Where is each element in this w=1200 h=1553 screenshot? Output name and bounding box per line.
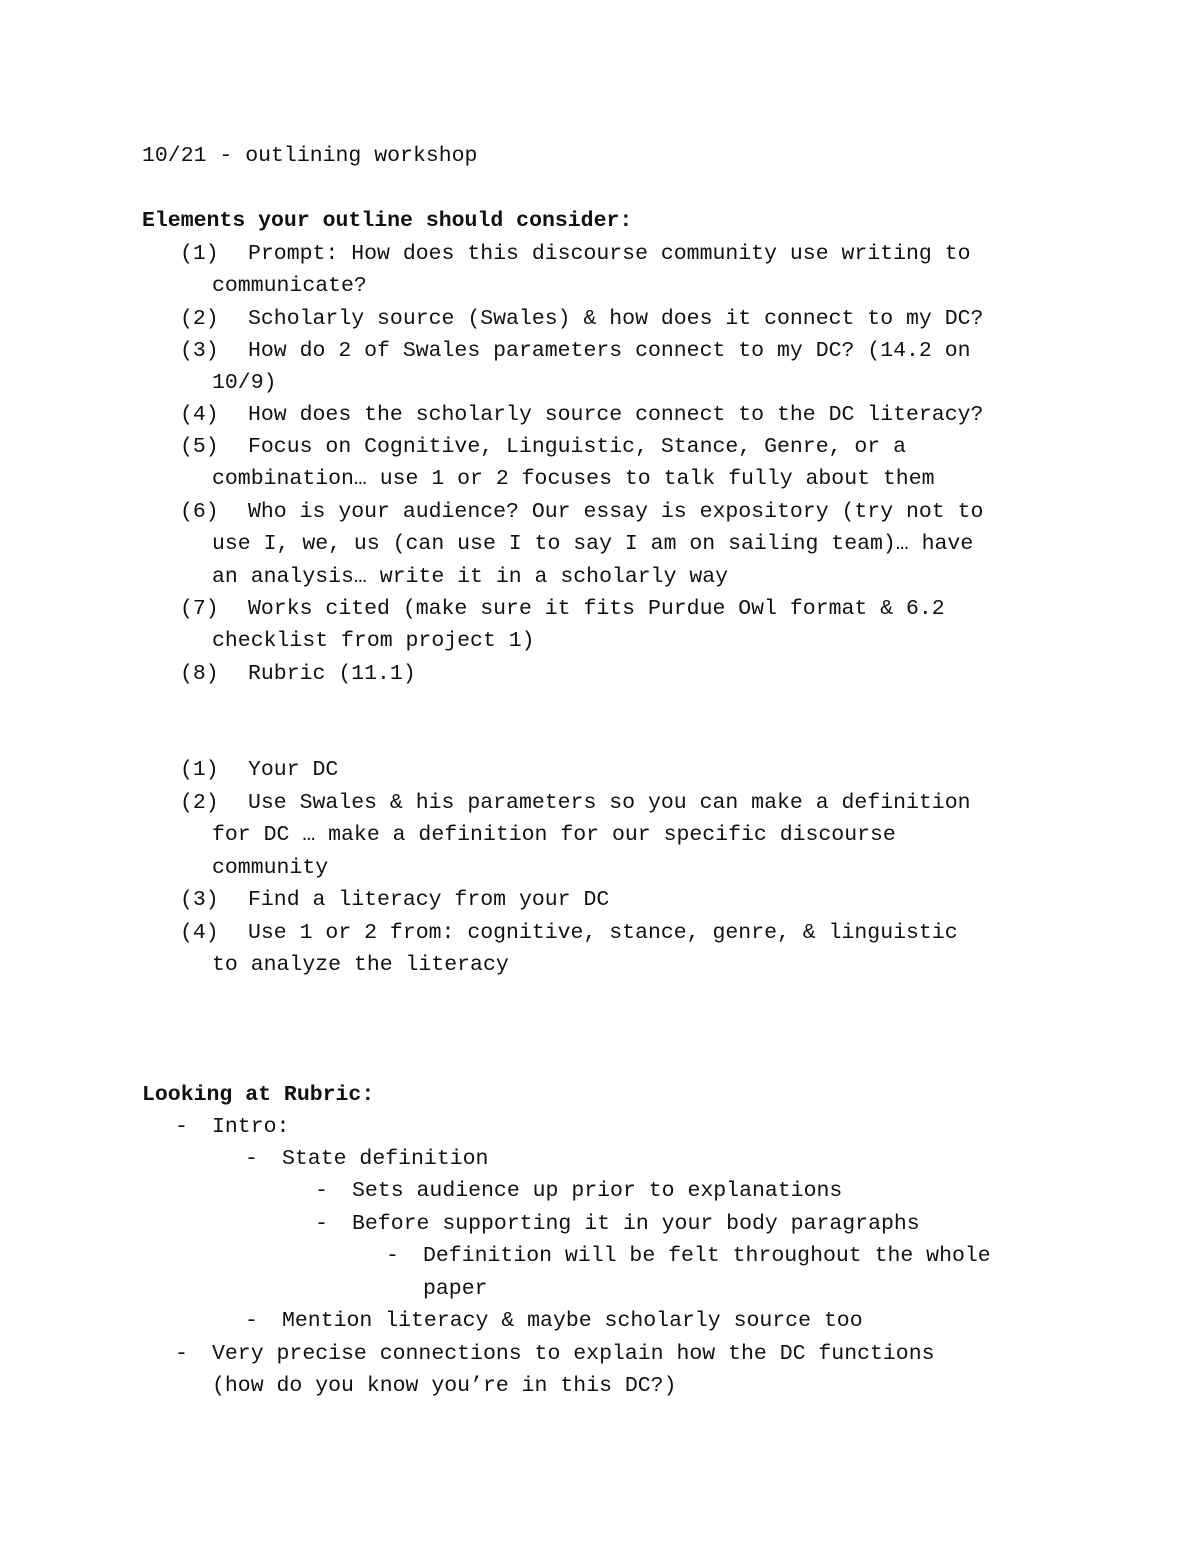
bullet-text: Before supporting it in your body paragraphs xyxy=(352,1212,920,1236)
list-text: Rubric (11.1) xyxy=(248,662,416,686)
list-text: Prompt: How does this discourse community use writing to xyxy=(248,242,971,266)
list-text: How do 2 of Swales parameters connect to my DC? (14.2 on xyxy=(248,339,971,363)
list-number: (1) xyxy=(180,242,219,266)
list-number: (7) xyxy=(180,597,219,621)
bullet-text: Sets audience up prior to explanations xyxy=(352,1179,843,1203)
bullet-marker: - xyxy=(315,1179,328,1203)
bullet-item xyxy=(315,1208,920,1240)
list-text: Your DC xyxy=(248,758,339,782)
bullet-text: Mention literacy & maybe scholarly source too xyxy=(282,1309,863,1333)
bullet-continuation: paper xyxy=(423,1277,488,1301)
bullet-text: State definition xyxy=(282,1147,489,1171)
list-text: Find a literacy from your DC xyxy=(248,888,610,912)
list-item-continuation: community xyxy=(212,856,329,880)
list-item-continuation: use I, we, us (can use I to say I am on sailing team)… have xyxy=(212,532,974,556)
list-item-continuation: an analysis… write it in a scholarly way xyxy=(212,565,729,589)
list-item xyxy=(180,787,971,819)
list-item-continuation: communicate? xyxy=(212,274,367,298)
list-item xyxy=(180,496,983,528)
bullet-marker: - xyxy=(386,1244,399,1268)
section-title-rubric: Looking at Rubric: xyxy=(142,1083,375,1107)
bullet-marker: - xyxy=(245,1309,258,1333)
list-item xyxy=(180,399,983,431)
list-item xyxy=(180,593,945,625)
bullet-item xyxy=(245,1305,863,1337)
list-number: (3) xyxy=(180,888,219,912)
list-number: (5) xyxy=(180,435,219,459)
list-item xyxy=(180,238,971,270)
bullet-marker: - xyxy=(245,1147,258,1171)
bullet-item xyxy=(175,1338,935,1370)
document-heading: 10/21 - outlining workshop xyxy=(142,144,478,168)
list-item-continuation: for DC … make a definition for our specific discourse xyxy=(212,823,896,847)
list-number: (2) xyxy=(180,307,219,331)
bullet-marker: - xyxy=(175,1342,188,1366)
list-text: How does the scholarly source connect to the DC literacy? xyxy=(248,403,984,427)
bullet-text: Intro: xyxy=(212,1115,290,1139)
list-item xyxy=(180,431,906,463)
bullet-continuation: (how do you know you’re in this DC?) xyxy=(212,1374,677,1398)
list-text: Works cited (make sure it fits Purdue Owl format & 6.2 xyxy=(248,597,945,621)
list-item-continuation: to analyze the literacy xyxy=(212,953,509,977)
list-number: (8) xyxy=(180,662,219,686)
list-number: (6) xyxy=(180,500,219,524)
list-item xyxy=(180,917,958,949)
bullet-marker: - xyxy=(315,1212,328,1236)
bullet-text: Definition will be felt throughout the whole xyxy=(423,1244,991,1268)
bullet-item xyxy=(315,1175,842,1207)
list-text: Focus on Cognitive, Linguistic, Stance, Genre, or a xyxy=(248,435,907,459)
list-item-continuation: combination… use 1 or 2 focuses to talk fully about them xyxy=(212,467,935,491)
list-item xyxy=(180,335,971,367)
list-item xyxy=(180,658,416,690)
list-item-continuation: checklist from project 1) xyxy=(212,629,535,653)
list-number: (2) xyxy=(180,791,219,815)
bullet-item xyxy=(245,1143,488,1175)
list-text: Who is your audience? Our essay is expository (try not to xyxy=(248,500,984,524)
bullet-item xyxy=(386,1240,991,1272)
section-title-elements: Elements your outline should consider: xyxy=(142,209,633,233)
bullet-marker: - xyxy=(175,1115,188,1139)
list-number: (4) xyxy=(180,403,219,427)
bullet-text: Very precise connections to explain how the DC functions xyxy=(212,1342,935,1366)
list-item xyxy=(180,303,983,335)
list-item xyxy=(180,754,338,786)
bullet-item xyxy=(175,1111,289,1143)
list-number: (1) xyxy=(180,758,219,782)
list-text: Use Swales & his parameters so you can make a definition xyxy=(248,791,971,815)
list-text: Use 1 or 2 from: cognitive, stance, genre, & linguistic xyxy=(248,921,958,945)
list-number: (4) xyxy=(180,921,219,945)
list-item-continuation: 10/9) xyxy=(212,371,277,395)
list-text: Scholarly source (Swales) & how does it connect to my DC? xyxy=(248,307,984,331)
list-number: (3) xyxy=(180,339,219,363)
list-item xyxy=(180,884,609,916)
